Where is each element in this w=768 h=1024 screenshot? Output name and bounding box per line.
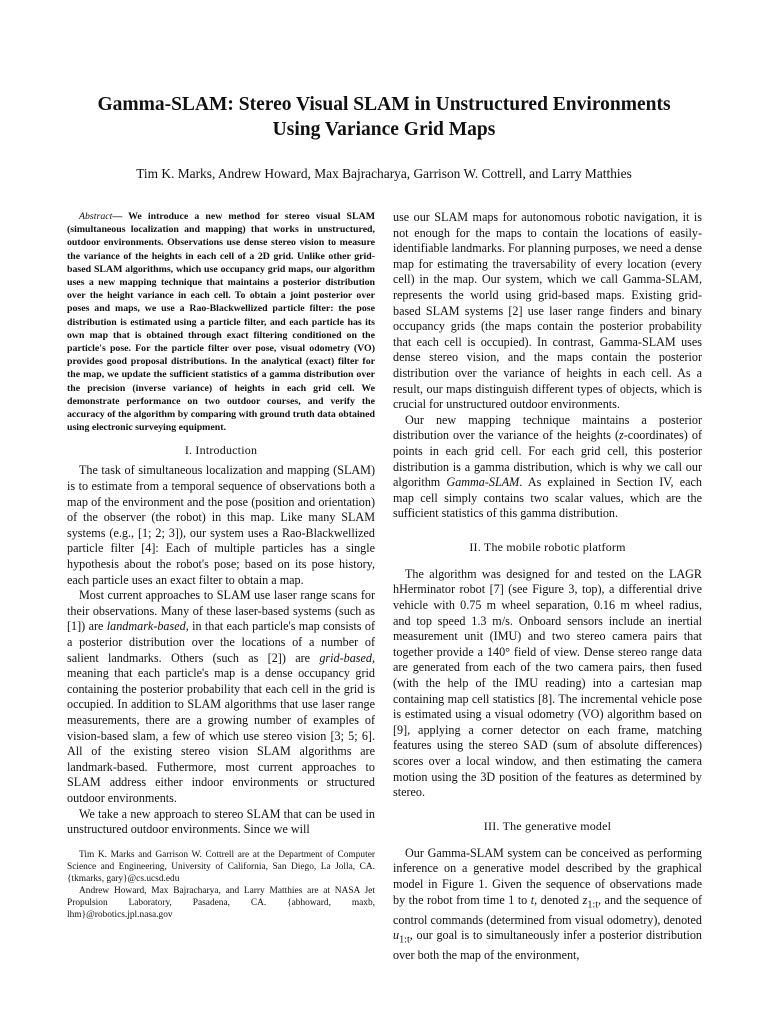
- paper-title: [40, 92, 728, 142]
- abstract-text: — We introduce a new method for stereo visual SLAM (simultaneous localization and mapping) that works in unstructured, outdoor environments. Observations use dense stereo vision to measure the variance of the heights in each cell of a 2D grid. Unlike other grid-based SLAM algorithms, which use occupancy grid maps, our algorithm uses a new mapping technique that maintains a posterior distribution over the height variance in each cell. To obtain a joint posterior over poses and maps, we use a Rao-Blackwellized particle filter: the pose distribution is estimated using a particle filter, and each particle has its own map that is obtained through exact filtering conditioned on the particle's pose. For the particle filter over pose, visual odometry (VO) provides good proposal distributions. In the analytical (exact) filter for the map, we update the sufficient statistics of a gamma distribution over the precision (inverse variance) of heights in each grid cell. We demonstrate performance on two outdoor courses, and verify the accuracy of the algorithm by comparing with ground truth data obtained using electronic surveying equipment.: [67, 211, 375, 434]
- right-paragraph-1: use our SLAM maps for autonomous robotic navigation, it is not enough for the maps to contain the locations of easily-identifiable landmarks. For planning purposes, we need a dense map for estimating the traversability of every location (every cell) in the map. Our system, which we call Gamma-SLAM, represents the world using grid-based maps. Existing grid-based SLAM systems [2] use laser range finders and binary occupancy grids (the maps contain the posterior probability that each cell is occupied). In contrast, Gamma-SLAM uses dense stereo vision, and the maps contain the posterior distribution over the variance of heights in each cell. As a result, our maps distinguish different types of objects, which is crucial for unstructured outdoor environments.: [393, 210, 702, 412]
- model-text-b: , denoted: [534, 892, 583, 907]
- footnote-ucsd: Tim K. Marks and Garrison W. Cottrell are at the Department of Computer Science and Engineering, University of California, San Diego, La Jolla, CA. {tkmarks, gary}@cs.ucsd.edu: [67, 849, 375, 884]
- right-p2-text-c: . As explained in Section IV, each map cell simply contains two scalar values, which are the sufficient statistics of this gamma distribution.: [393, 475, 702, 521]
- model-var-u-subscript: 1:t: [399, 934, 410, 946]
- footnote-jpl: Andrew Howard, Max Bajracharya, and Larry Matthies are at NASA Jet Propulsion Laboratory, Pasadena, CA. {abhoward, maxb, lhm}@robotics.jpl.nasa.gov: [67, 885, 375, 920]
- model-var-t: t: [530, 892, 535, 907]
- right-paragraph-2: [393, 413, 702, 522]
- intro-p2-text-b: , in that each particle's map consists of a posterior distribution over the locations of a number of salient landmarks. Others (such as [2]) are: [67, 619, 375, 665]
- right-p2-var-z: z: [619, 428, 624, 443]
- intro-p2-text-a: Most current approaches to SLAM use laser range scans for their observations. Many of these laser-based systems (such as [1]) are: [67, 588, 375, 634]
- model-var-u: u: [393, 928, 400, 943]
- left-column: [67, 210, 375, 921]
- section-heading-generative-model: III. The generative model: [483, 818, 612, 833]
- intro-paragraph-2: [67, 588, 375, 806]
- model-paragraph: [393, 846, 702, 964]
- title-line-2: Using Variance Grid Maps: [272, 119, 496, 140]
- right-column: [393, 210, 702, 964]
- model-text-c: , and the sequence of control commands (determined from visual odometry), denoted: [393, 892, 703, 927]
- intro-paragraph-3: We take a new approach to stereo SLAM that can be used in unstructured outdoor environments. Since we will: [67, 806, 375, 837]
- intro-paragraph-1: The task of simultaneous localization and mapping (SLAM) is to estimate from a temporal sequence of observations both a map of the environment and the pose (position and orientation) of the observer (the robot) in this map. Like many SLAM systems (e.g., [1; 2; 3]), our system uses a Rao-Blackwellized particle filter [4]: Each of multiple particles has a single hypothesis about the robot's pose; based on its pose history, each particle uses an exact filter to obtain a map.: [67, 463, 375, 587]
- section-heading-introduction: I. Introduction: [184, 443, 258, 458]
- intro-p2-emphasis-landmark: landmark-based: [106, 619, 186, 634]
- model-var-z-subscript: 1:t: [587, 898, 599, 910]
- platform-paragraph: The algorithm was designed for and tested on the LAGR hHerminator robot [7] (see Figure 3, top), a differential drive vehicle with 0.75 m wheel separation, 0.16 m wheel radius, and top speed 1.3 m/s. Onboard sensors include an inertial measurement unit (IMU) and two stereo camera pairs that together provide a 140° field of view. Dense stereo range data are generated from each of the two camera pairs, then fused (with the help of the IMU reading) into a cartesian map containing map cell statistics [8]. The incremental vehicle pose is estimated using a visual odometry (VO) algorithm based on [9], applying a corner detector on each frame, matching features using the stereo SAD (sum of absolute differences) scores over a local window, and then estimating the camera motion using the 3D position of the features as determined by stereo.: [393, 566, 702, 800]
- abstract-label: Abstract: [79, 211, 113, 222]
- intro-p2-emphasis-grid: grid-based: [319, 650, 372, 665]
- abstract: [67, 210, 375, 434]
- right-p2-text-b: -coordinates) of points in each grid cell. For each grid cell, this posterior distribution is a gamma distribution, which is why we call our algorithm: [393, 428, 702, 490]
- right-p2-text-a: Our new mapping technique maintains a posterior distribution over the variance of the heights (: [393, 412, 702, 443]
- author-list: Tim K. Marks, Andrew Howard, Max Bajracharya, Garrison W. Cottrell, and Larry Matthies: [136, 166, 632, 181]
- section-heading-platform: II. The mobile robotic platform: [469, 539, 626, 554]
- title-line-1: Gamma-SLAM: Stereo Visual SLAM in Unstructured Environments: [97, 94, 671, 115]
- right-p2-emphasis-gamma-slam: Gamma-SLAM: [446, 475, 520, 490]
- model-var-z: z: [582, 892, 588, 907]
- model-text-a: Our Gamma-SLAM system can be conceived as performing inference on a generative model described by the graphical model in Figure 1. Given the sequence of observations made by the robot from time 1 to: [393, 845, 702, 907]
- model-text-d: , our goal is to simultaneously infer a posterior distribution over both the map of the environment,: [393, 928, 702, 963]
- intro-p2-text-c: , meaning that each particle's map is a dense occupancy grid containing the posterior probability that each cell in the grid is occupied. In addition to SLAM algorithms that use laser range measurements, there are a growing number of examples of vision-based slam, a few of which use stereo vision [3; 5; 6]. All of the existing stereo vision SLAM algorithms are landmark-based. Futhermore, most current approaches to SLAM address either indoor environments or structured outdoor environments.: [67, 650, 375, 805]
